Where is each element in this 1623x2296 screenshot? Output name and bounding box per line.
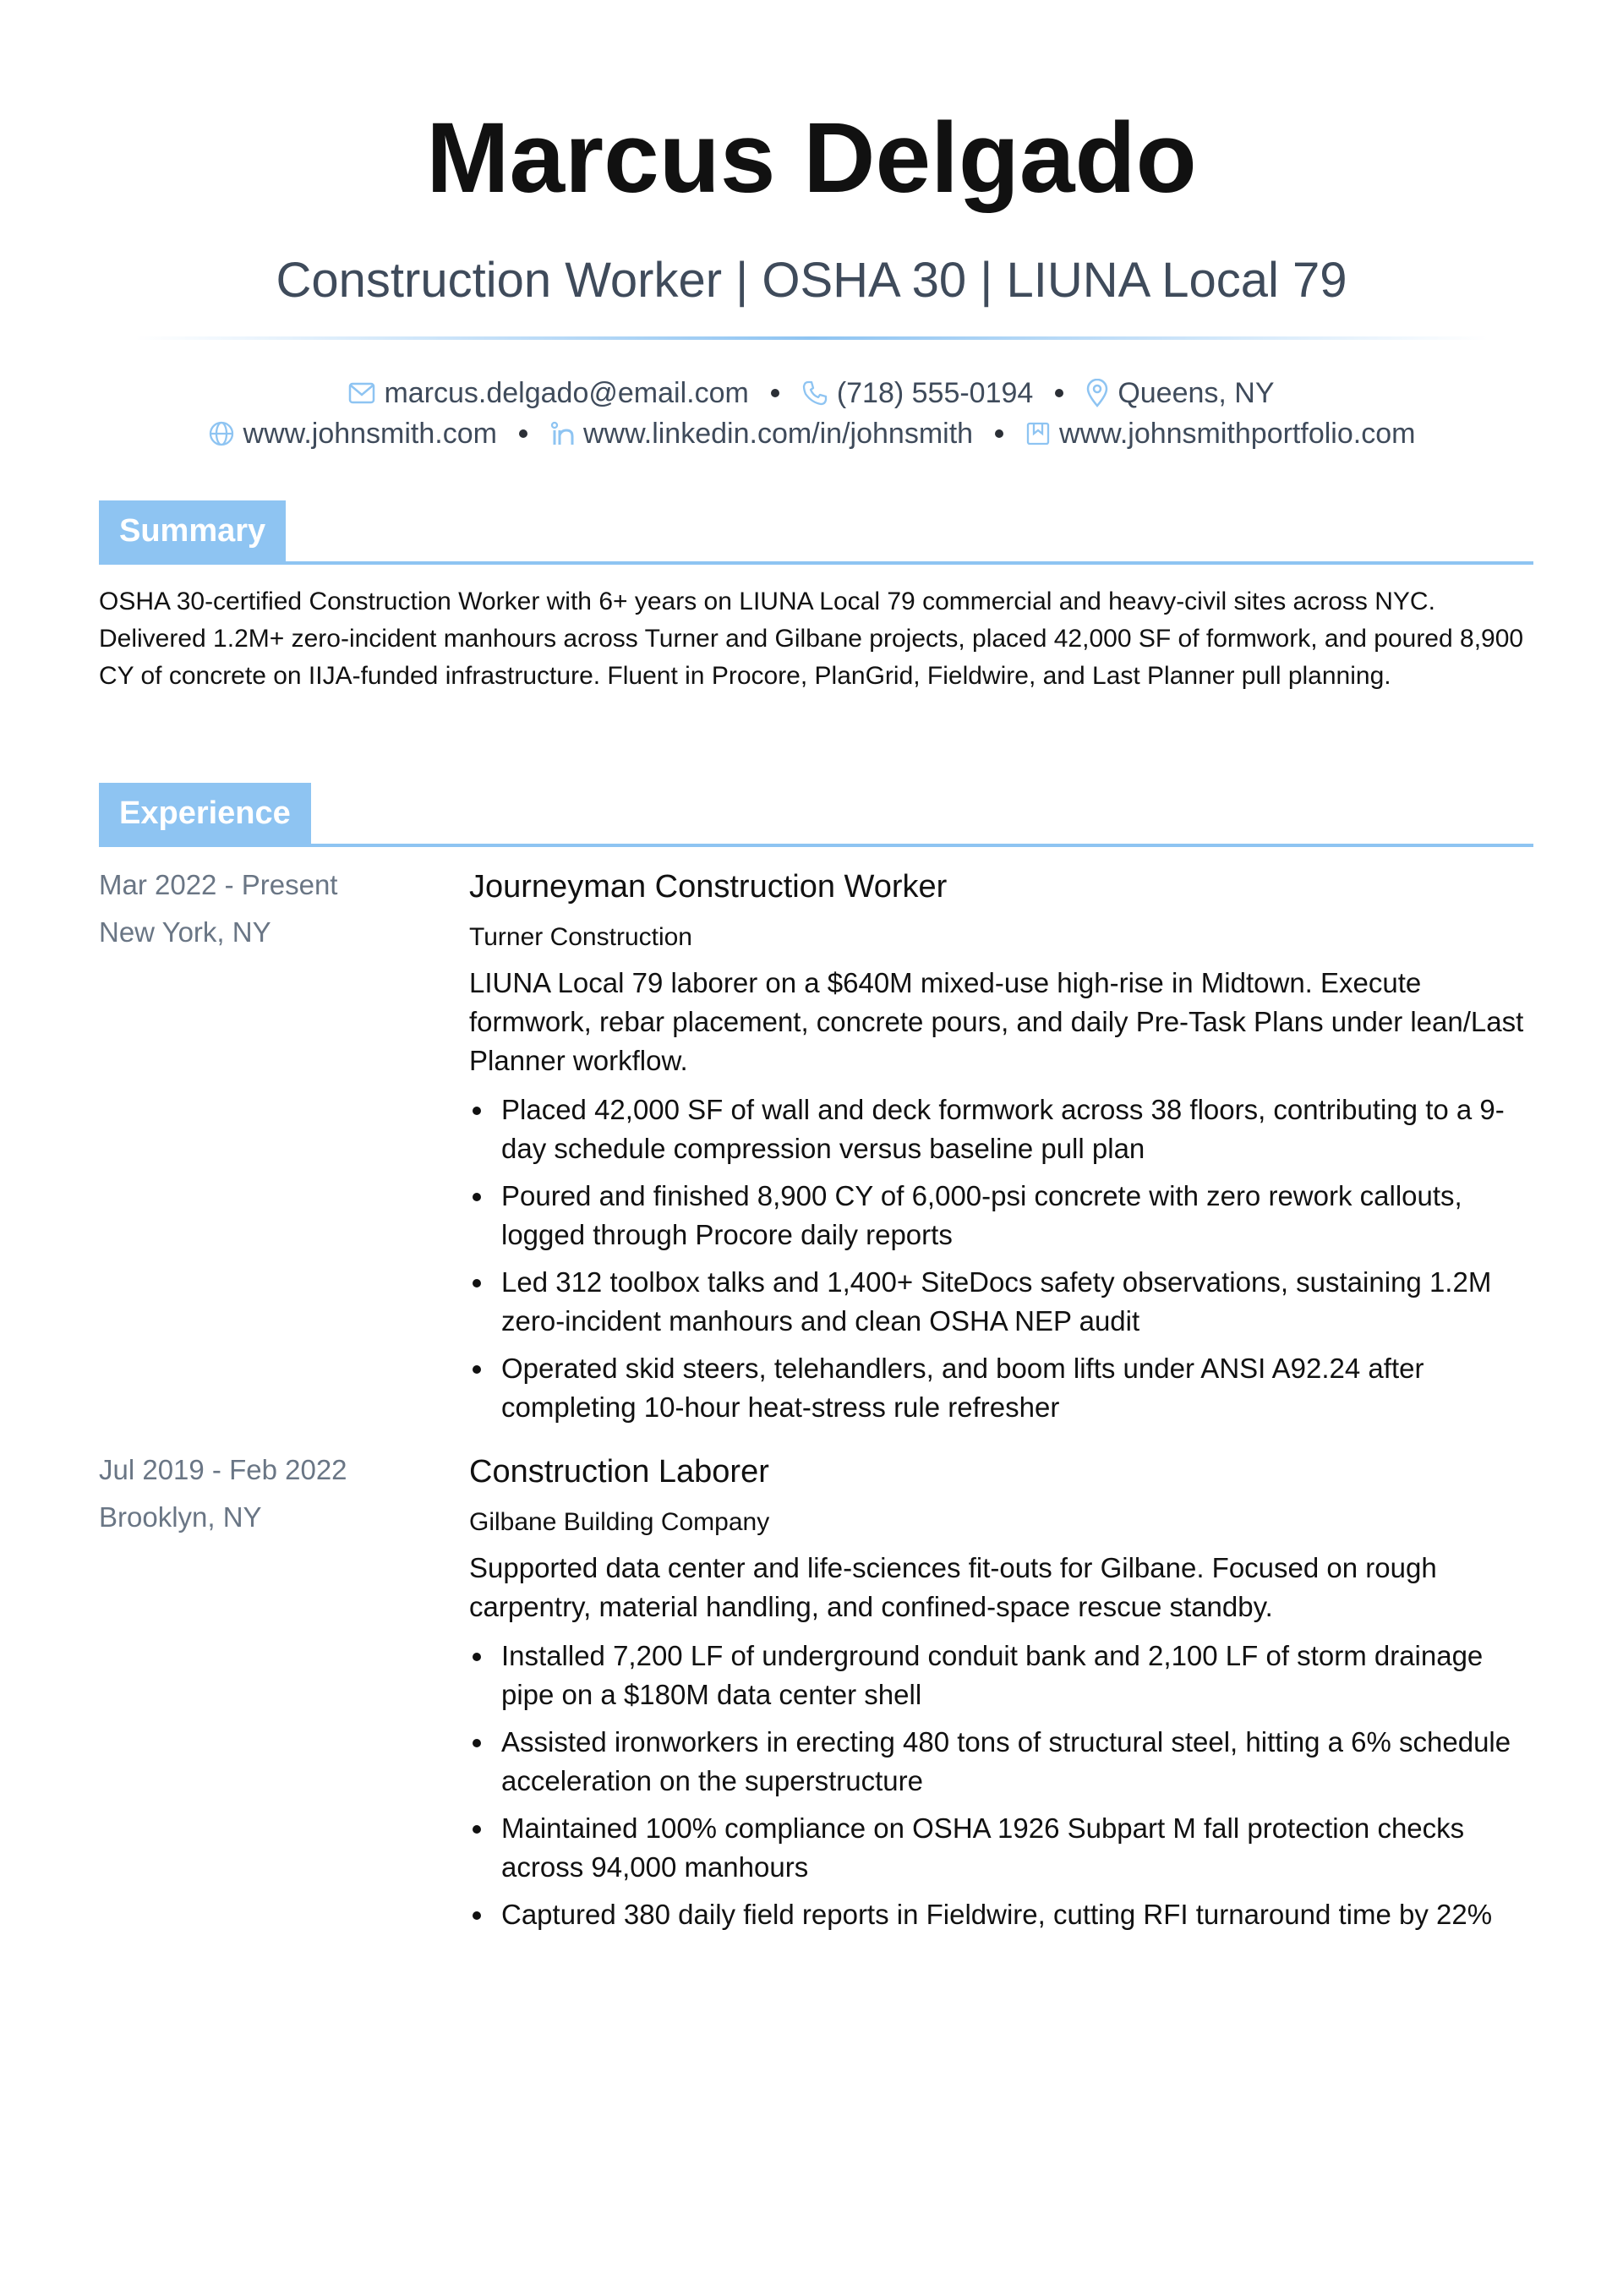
location-pin-icon [1085, 379, 1109, 407]
phone-icon [801, 380, 828, 407]
job-location: New York, NY [99, 916, 271, 948]
list-item: Led 312 toolbox talks and 1,400+ SiteDocs safety observations, sustaining 1.2M zero-incident manhours and clean OSHA NEP audit [469, 1263, 1534, 1341]
contact-row-links [0, 419, 1623, 448]
phone-text: (718) 555-0194 [836, 377, 1034, 409]
contact-row-primary [0, 379, 1623, 407]
contact-email[interactable] [348, 379, 748, 407]
list-item: Installed 7,200 LF of underground conduit bank and 2,100 LF of storm drainage pipe on a $180M data center shell [469, 1637, 1534, 1714]
list-item: Placed 42,000 SF of wall and deck formwork across 38 floors, contributing to a 9-day schedule compression versus baseline pull plan [469, 1091, 1534, 1168]
contact-phone[interactable] [801, 379, 1034, 407]
job-location: Brooklyn, NY [99, 1501, 262, 1533]
list-item: Assisted ironworkers in erecting 480 tons of structural steel, hitting a 6% schedule acceleration on the superstructure [469, 1723, 1534, 1801]
contact-website[interactable] [208, 419, 497, 448]
contact-location [1085, 379, 1274, 407]
summary-text: OSHA 30-certified Construction Worker with 6+ years on LIUNA Local 79 commercial and heavy-civil sites across NYC. Delivered 1.2M+ zero-incident manhours across Turner and Gilbane projects, placed 42,000 SF of formwork, and poured 8,900 CY of concrete on IIJA-funded infrastructure. Fluent in Procore, PlanGrid, Fieldwire, and Last Planner pull planning. [99, 588, 1524, 690]
bookmark-icon [1025, 421, 1051, 446]
header-divider [135, 336, 1488, 340]
achievement-list [469, 1637, 1534, 1943]
mail-icon [348, 382, 375, 404]
achievement-list [469, 1091, 1534, 1435]
separator-dot [771, 389, 779, 397]
job-dates: Mar 2022 - Present [99, 869, 338, 900]
section-divider [99, 844, 1533, 847]
website-link: www.johnsmith.com [243, 418, 497, 450]
linkedin-link: www.linkedin.com/in/johnsmith [582, 418, 974, 450]
email-text: marcus.delgado@email.com [384, 377, 749, 409]
list-item: Captured 380 daily field reports in Fieldwire, cutting RFI turnaround time by 22% [469, 1895, 1534, 1934]
list-item: Poured and finished 8,900 CY of 6,000-psi concrete with zero rework callouts, logged through Procore daily reports [469, 1177, 1534, 1255]
contact-portfolio[interactable] [1025, 419, 1415, 448]
location-text: Queens, NY [1118, 377, 1275, 409]
separator-dot [1055, 389, 1063, 397]
section-title: Summary [99, 500, 286, 561]
separator-dot [519, 429, 527, 438]
list-item: Operated skid steers, telehandlers, and boom lifts under ANSI A92.24 after completing 10-hour heat-stress rule refresher [469, 1349, 1534, 1427]
job-title: Journeyman Construction Worker [469, 869, 948, 905]
job-title: Construction Laborer [469, 1454, 769, 1490]
company-name: Turner Construction [469, 923, 692, 951]
job-dates: Jul 2019 - Feb 2022 [99, 1454, 347, 1485]
portfolio-link: www.johnsmithportfolio.com [1059, 418, 1416, 450]
company-name: Gilbane Building Company [469, 1508, 770, 1536]
contact-linkedin[interactable] [549, 419, 973, 448]
section-divider [99, 561, 1533, 565]
job-description: LIUNA Local 79 laborer on a $640M mixed-use high-rise in Midtown. Execute formwork, rebar placement, concrete pours, and daily Pre-Task Plans under lean/Last Planner workflow. [469, 967, 1524, 1076]
headline: Construction Worker | OSHA 30 | LIUNA Local 79 [276, 253, 1347, 308]
linkedin-icon [549, 421, 575, 446]
separator-dot [995, 429, 1003, 438]
section-title: Experience [99, 783, 311, 844]
globe-icon [208, 420, 235, 447]
candidate-name: Marcus Delgado [426, 102, 1197, 214]
list-item: Maintained 100% compliance on OSHA 1926 Subpart M fall protection checks across 94,000 manhours [469, 1809, 1534, 1887]
job-description: Supported data center and life-sciences fit-outs for Gilbane. Focused on rough carpentry, material handling, and confined-space rescue standby. [469, 1552, 1437, 1622]
